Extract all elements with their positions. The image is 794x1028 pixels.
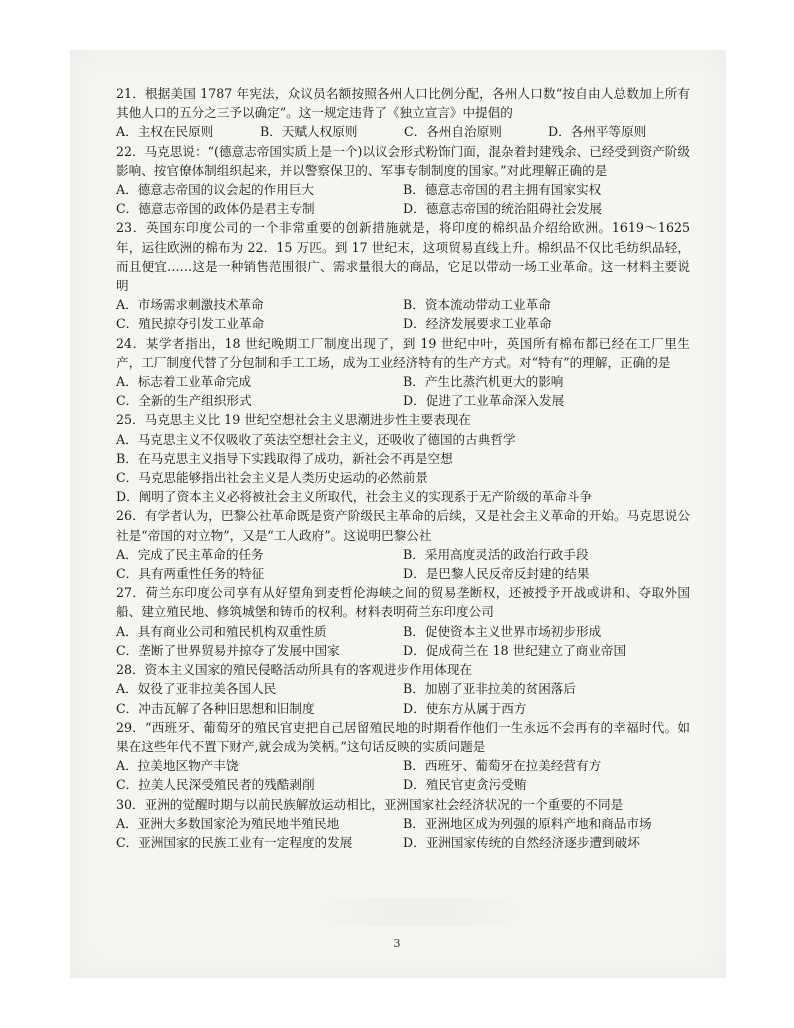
question-stem: 27．荷兰东印度公司享有从好望角到麦哲伦海峡之间的贸易垄断权，还被授予开战或讲和、夺取外国船、建立殖民地、修筑城堡和铸币的权利。材料表明荷兰东印度公司 [116,585,690,620]
option-b: B．促使资本主义世界市场初步形成 [403,623,602,639]
question-25 [116,410,690,506]
question-22 [116,142,690,219]
question-21 [116,84,690,142]
question-27 [116,583,690,660]
option-c: C．冲击瓦解了各种旧思想和旧制度 [116,700,315,716]
option-d: D．亚洲国家传统的自然经济逐步遭到破坏 [403,834,640,850]
question-stem: 28．资本主义国家的殖民侵略活动所具有的客观进步作用体现在 [116,662,473,678]
option-b: B．天赋人权原则 [260,124,358,140]
question-stem: 29．“西班牙、葡萄牙的殖民官吏把自己居留殖民地的时期看作他们一生永远不会再有的幸福时代。如果在这些年代不置下财产,就会成为笑柄。”这句话反映的实质问题是 [116,719,690,754]
question-29 [116,718,690,795]
option-b: B．西班牙、葡萄牙在拉美经营有方 [403,758,602,774]
option-c: C．殖民掠夺引发工业革命 [116,316,265,332]
option-a: A．亚洲大多数国家沦为殖民地半殖民地 [116,815,340,831]
option-c: C．具有两重性任务的特征 [116,566,265,582]
question-23 [116,218,690,333]
option-a: A．完成了民主革命的任务 [116,546,264,562]
question-stem: 22．马克思说：“(德意志帝国实质上是一个)以议会形式粉饰门面，混杂着封建残余、已经受到资产阶级影响、按官僚体制组织起来，并以警察保卫的、军事专制制度的国家。”对此理解正确的是 [116,143,690,178]
option-c: C．拉美人民深受殖民者的残酷剥削 [116,777,315,793]
option-b: B．在马克思主义指导下实践取得了成功，新社会不再是空想 [116,450,453,466]
question-24 [116,334,690,411]
option-b: B．加剧了亚非拉美的贫困落后 [403,681,576,697]
option-b: B．亚洲地区成为列强的原料产地和商品市场 [403,815,652,831]
question-30 [116,795,690,853]
faded-scan-area [300,898,540,926]
option-c: C．德意志帝国的政体仍是君主专制 [116,201,315,217]
option-d: D．促成荷兰在 18 世纪建立了商业帝国 [403,642,627,658]
question-list [116,84,690,852]
option-a: A．奴役了亚非拉美各国人民 [116,681,277,697]
question-stem: 30．亚洲的觉醒时期与以前民族解放运动相比，亚洲国家社会经济状况的一个重要的不同是 [116,796,624,812]
option-a: A．拉美地区物产丰饶 [116,758,239,774]
option-a: A．主权在民原则 [116,124,214,140]
page-number: 3 [393,937,401,950]
option-c: C．全新的生产组织形式 [116,393,252,409]
option-a: A．马克思主义不仅吸收了英法空想社会主义，还吸收了德国的古典哲学 [116,431,516,447]
question-stem: 21．根据美国 1787 年宪法，众议员名额按照各州人口比例分配，各州人口数“按自由人总数加上所有其他人口的五分之三予以确定”。这一规定违背了《独立宣言》中提倡的 [116,86,690,121]
option-b: B．产生比蒸汽机更大的影响 [403,374,564,390]
option-d: D．各州平等原则 [548,124,647,140]
option-d: D．殖民官吏贪污受贿 [403,777,527,793]
option-d: D．促进了工业革命深入发展 [403,393,565,409]
option-c: C．亚洲国家的民族工业有一定程度的发展 [116,834,353,850]
option-a: A．德意志帝国的议会起的作用巨大 [116,182,315,198]
option-b: B．采用高度灵活的政治行政手段 [403,546,589,562]
question-stem: 26．有学者认为，巴黎公社革命既是资产阶级民主革命的后续，又是社会主义革命的开始。马克思说公社是“帝国的对立物”，又是“工人政府”。这说明巴黎公社 [116,508,690,543]
question-stem: 24．某学者指出，18 世纪晚期工厂制度出现了，到 19 世纪中叶，英国所有棉布都已经在工厂里生产，工厂制度代替了分包制和手工工场，成为工业经济特有的生产方式。对“特有”的理解，正确的是 [116,335,690,370]
option-c: C．各州自治原则 [404,124,502,140]
option-d: D．是巴黎人民反帝反封建的结果 [403,566,590,582]
option-a: A．具有商业公司和殖民机构双重性质 [116,623,327,639]
option-d: D．阐明了资本主义必将被社会主义所取代，社会主义的实现系于无产阶级的革命斗争 [116,489,593,505]
option-a: A．标志着工业革命完成 [116,374,252,390]
option-d: D．德意志帝国的统治阻碍社会发展 [403,201,603,217]
option-b: B．德意志帝国的君主拥有国家实权 [403,182,602,198]
option-d: D．使东方从属于西方 [403,700,527,716]
option-c: C．马克思能够指出社会主义是人类历史运动的必然前景 [116,470,428,486]
question-26 [116,506,690,583]
option-d: D．经济发展要求工业革命 [403,316,552,332]
question-28 [116,660,690,718]
question-stem: 25．马克思主义比 19 世纪空想社会主义思潮进步性主要表现在 [116,412,471,428]
option-a: A．市场需求刺激技术革命 [116,297,264,313]
option-b: B．资本流动带动工业革命 [403,297,551,313]
option-c: C．垄断了世界贸易并掠夺了发展中国家 [116,642,340,658]
question-stem: 23．英国东印度公司的一个非常重要的创新措施就是，将印度的棉织品介绍给欧洲。1619～1625 年，运往欧洲的棉布为 22．15 万匹。到 17 世纪末，这项贸易直线上升。棉织品不仅比毛纺织品轻，而且便宜……这是一种销售范围很广、需求量很大的商品，它足以带动一场工业革命。这一材料主要说明 [116,220,690,294]
